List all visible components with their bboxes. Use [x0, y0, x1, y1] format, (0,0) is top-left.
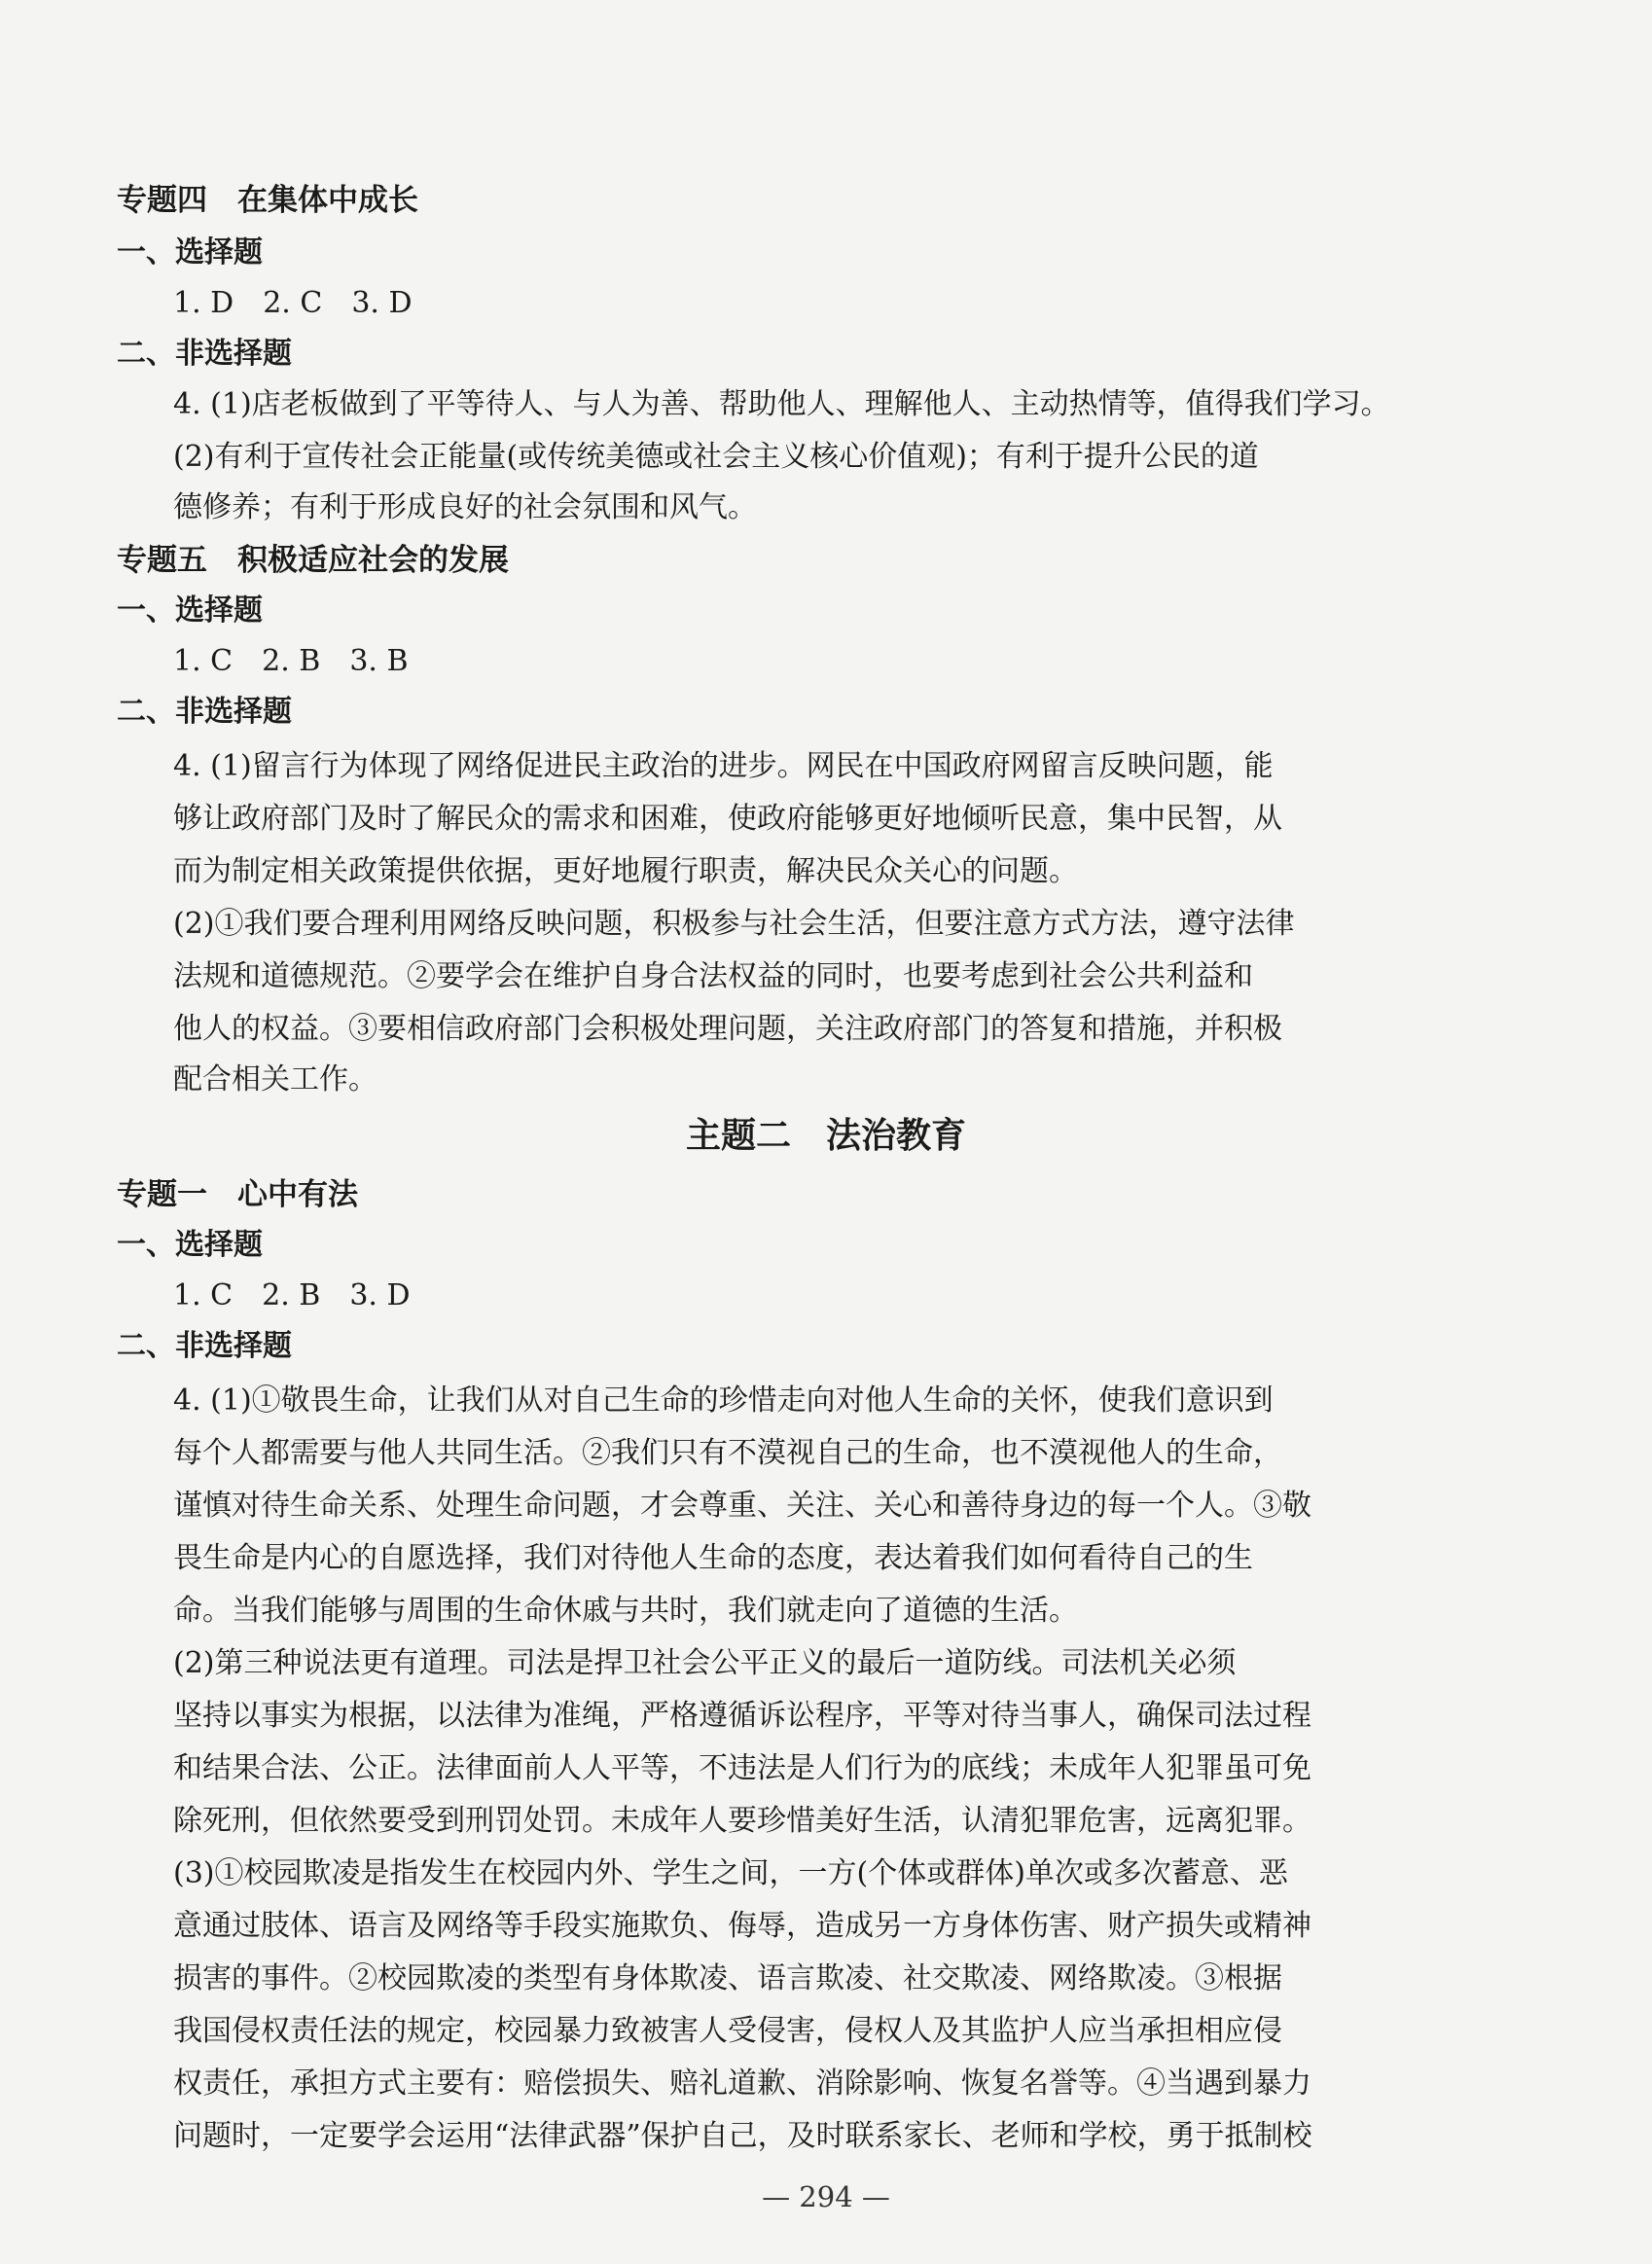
choice-header: 一、选择题 — [117, 235, 263, 270]
answer-line: 畏生命是内心的自愿选择，我们对待他人生命的态度，表达着我们如何看待自己的生 — [173, 1541, 1253, 1575]
answer-line: (3)①校园欺凌是指发生在校园内外、学生之间，一方(个体或群体)单次或多次蓄意、恶 — [173, 1856, 1288, 1890]
nonchoice-header: 二、非选择题 — [117, 695, 292, 729]
theme-title: 主题二 法治教育 — [685, 1116, 966, 1156]
answer-line: 问题时，一定要学会运用“法律武器”保护自己，及时联系家长、老师和学校，勇于抵制校 — [173, 2119, 1312, 2153]
page-number: — 294 — — [762, 2180, 890, 2213]
answer-line: 德修养；有利于形成良好的社会氛围和风气。 — [173, 490, 757, 524]
answer-line: (2)①我们要合理利用网络反映问题，积极参与社会生活，但要注意方式方法，遵守法律 — [173, 907, 1295, 941]
answer-line: (2)有利于宣传社会正能量(或传统美德或社会主义核心价值观)；有利于提升公民的道 — [173, 440, 1259, 474]
answer-line: 谨慎对待生命关系、处理生命问题，才会尊重、关注、关心和善待身边的每一个人。③敬 — [173, 1489, 1311, 1523]
choice-answers: 1. D 2. C 3. D — [173, 286, 413, 320]
answer-line: 4. (1)留言行为体现了网络促进民主政治的进步。网民在中国政府网留言反映问题，能 — [173, 749, 1274, 783]
answer-line: 我国侵权责任法的规定，校园暴力致被害人受侵害，侵权人及其监护人应当承担相应侵 — [173, 2014, 1282, 2048]
answer-line: 法规和道德规范。②要学会在维护自身合法权益的同时，也要考虑到社会公共利益和 — [173, 959, 1253, 993]
answer-line: 命。当我们能够与周围的生命休戚与共时，我们就走向了道德的生活。 — [173, 1594, 1078, 1628]
answer-line: 和结果合法、公正。法律面前人人平等，不违法是人们行为的底线；未成年人犯罪虽可免 — [173, 1751, 1311, 1785]
answer-line: 意通过肢体、语言及网络等手段实施欺负、侮辱，造成另一方身体伤害、财产损失或精神 — [173, 1909, 1311, 1943]
topic-title-1: 专题一 心中有法 — [117, 1177, 358, 1212]
choice-header: 一、选择题 — [117, 1228, 263, 1262]
answer-line: 损害的事件。②校园欺凌的类型有身体欺凌、语言欺凌、社交欺凌、网络欺凌。③根据 — [173, 1961, 1282, 1995]
choice-header: 一、选择题 — [117, 593, 263, 628]
answer-line: 而为制定相关政策提供依据，更好地履行职责，解决民众关心的问题。 — [173, 854, 1078, 888]
answer-line: 坚持以事实为根据，以法律为准绳，严格遵循诉讼程序，平等对待当事人，确保司法过程 — [173, 1699, 1311, 1733]
answer-line: 每个人都需要与他人共同生活。②我们只有不漠视自己的生命，也不漠视他人的生命， — [173, 1436, 1282, 1470]
nonchoice-header: 二、非选择题 — [117, 337, 292, 371]
answer-line: 4. (1)①敬畏生命，让我们从对自己生命的珍惜走向对他人生命的关怀，使我们意识到 — [173, 1384, 1274, 1418]
choice-answers: 1. C 2. B 3. B — [173, 644, 409, 678]
answer-line: 4. (1)店老板做到了平等待人、与人为善、帮助他人、理解他人、主动热情等，值得我们学习。 — [173, 387, 1390, 421]
answer-line: 配合相关工作。 — [173, 1062, 377, 1096]
answer-line: 够让政府部门及时了解民众的需求和困难，使政府能够更好地倾听民意，集中民智，从 — [173, 802, 1282, 836]
answer-line: 除死刑，但依然要受到刑罚处罚。未成年人要珍惜美好生活，认清犯罪危害，远离犯罪。 — [173, 1804, 1311, 1838]
answer-line: 他人的权益。③要相信政府部门会积极处理问题，关注政府部门的答复和措施，并积极 — [173, 1012, 1282, 1046]
nonchoice-header: 二、非选择题 — [117, 1329, 292, 1363]
answer-line: 权责任，承担方式主要有：赔偿损失、赔礼道歉、消除影响、恢复名誉等。④当遇到暴力 — [173, 2066, 1311, 2101]
topic-title-4: 专题四 在集体中成长 — [117, 183, 418, 218]
choice-answers: 1. C 2. B 3. D — [173, 1278, 411, 1312]
topic-title-5: 专题五 积极适应社会的发展 — [117, 543, 509, 578]
answer-line: (2)第三种说法更有道理。司法是捍卫社会公平正义的最后一道防线。司法机关必须 — [173, 1646, 1237, 1680]
